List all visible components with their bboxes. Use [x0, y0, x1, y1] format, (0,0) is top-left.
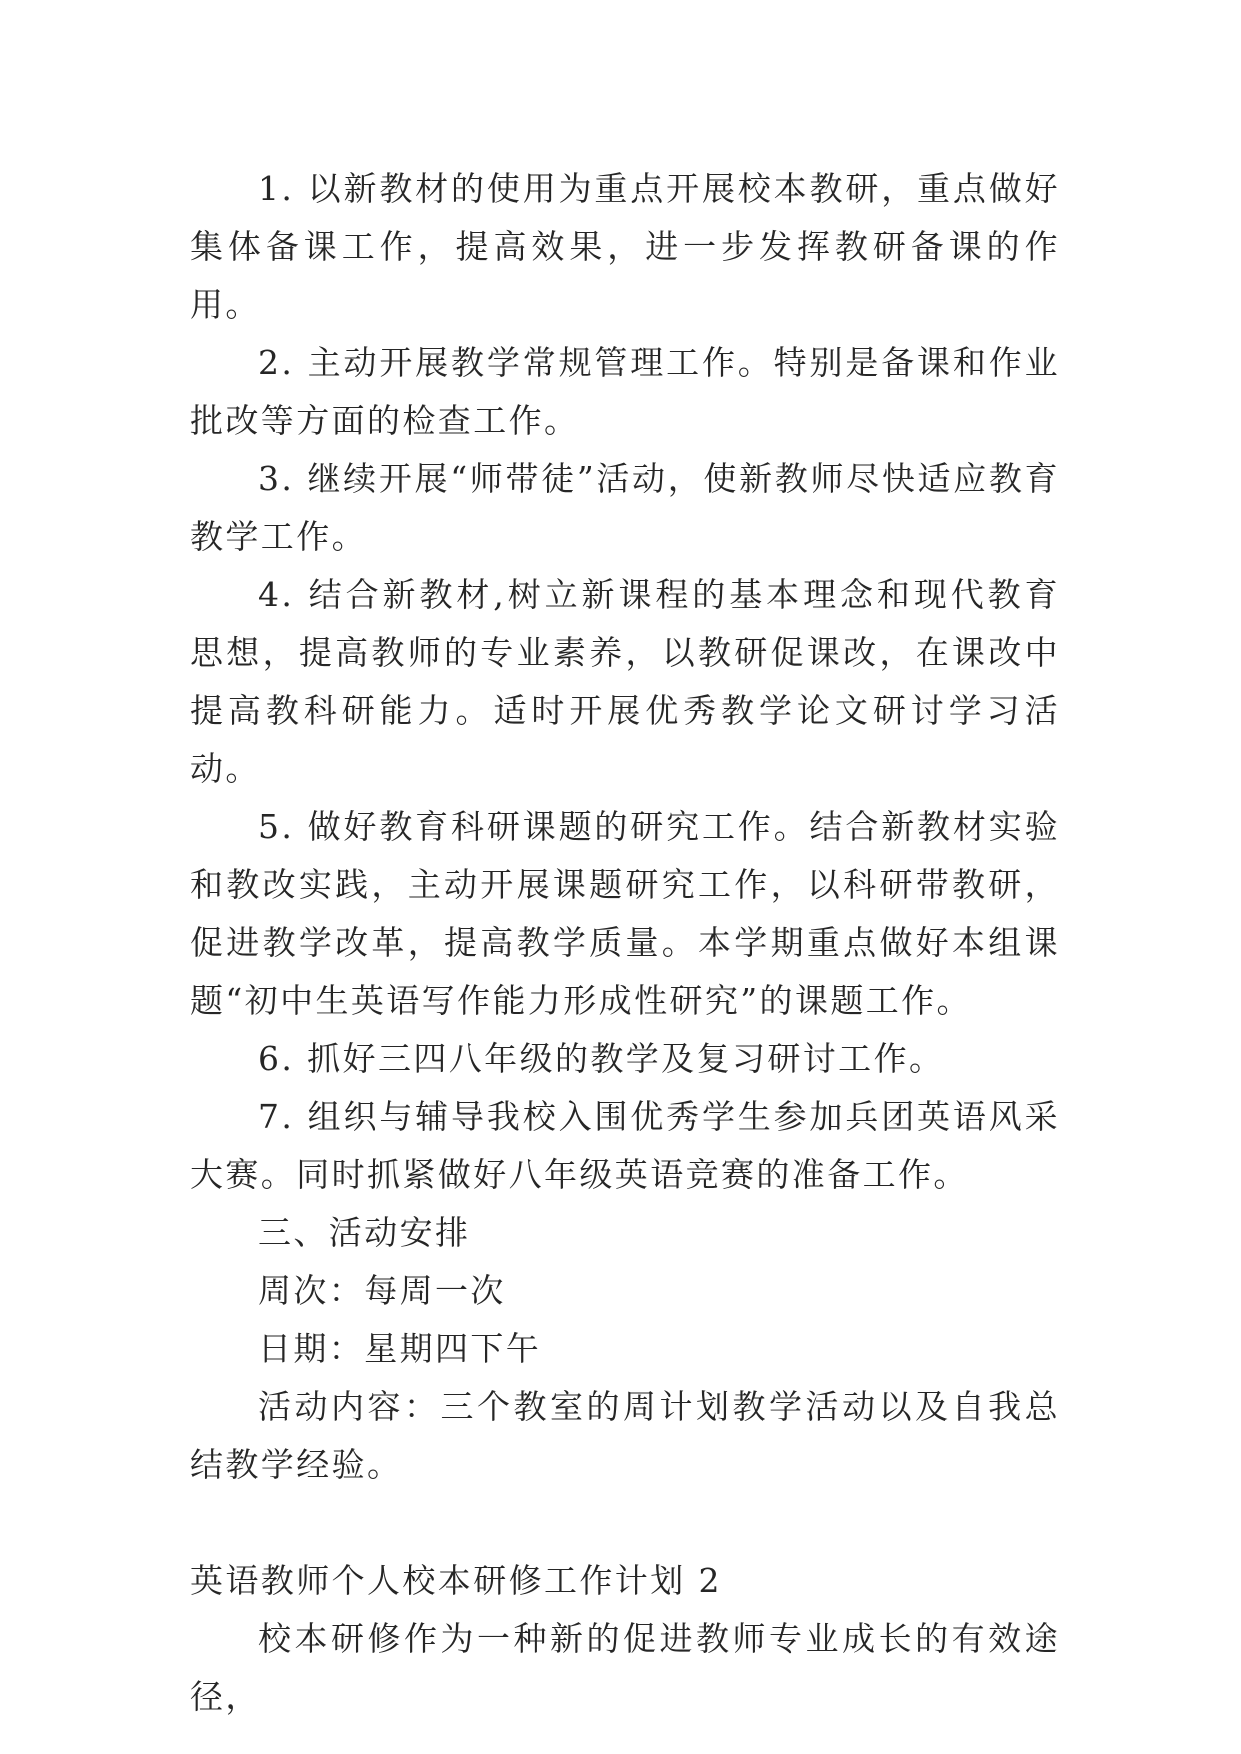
- paragraph: 6. 抓好三四八年级的教学及复习研讨工作。: [258, 1039, 945, 1078]
- paragraph: 5. 做好教育科研课题的研究工作。结合新教材实验和教改实践，主动开展课题研究工作，以科研带教研，促进教学改革，提高教学质量。本学期重点做好本组课题“初中生英语写作能力形成性研究”的课题工作。: [190, 807, 1060, 1020]
- blank-line: [190, 1494, 1060, 1552]
- paragraph: 活动内容：三个教室的周计划教学活动以及自我总结教学经验。: [190, 1387, 1060, 1484]
- paragraph: 校本研修作为一种新的促进教师专业成长的有效途径，: [190, 1619, 1060, 1716]
- paragraph: 3. 继续开展“师带徒”活动，使新教师尽快适应教育教学工作。: [190, 459, 1060, 556]
- paragraph: 2. 主动开展教学常规管理工作。特别是备课和作业批改等方面的检查工作。: [190, 343, 1060, 440]
- paragraph: 日期：星期四下午: [258, 1329, 542, 1368]
- paragraph: 7. 组织与辅导我校入围优秀学生参加兵团英语风采大赛。同时抓紧做好八年级英语竞赛的准备工作。: [190, 1097, 1060, 1194]
- section-subheading: 三、活动安排: [258, 1213, 471, 1252]
- document-body: [190, 160, 1060, 1726]
- paragraph: 4. 结合新教材,树立新课程的基本理念和现代教育思想，提高教师的专业素养，以教研促课改，在课改中提高教科研能力。适时开展优秀教学论文研讨学习活动。: [190, 575, 1060, 788]
- paragraph: 周次：每周一次: [258, 1271, 506, 1310]
- paragraph: 1. 以新教材的使用为重点开展校本教研，重点做好集体备课工作，提高效果，进一步发挥教研备课的作用。: [190, 169, 1060, 324]
- section-title: 英语教师个人校本研修工作计划 2: [190, 1561, 722, 1600]
